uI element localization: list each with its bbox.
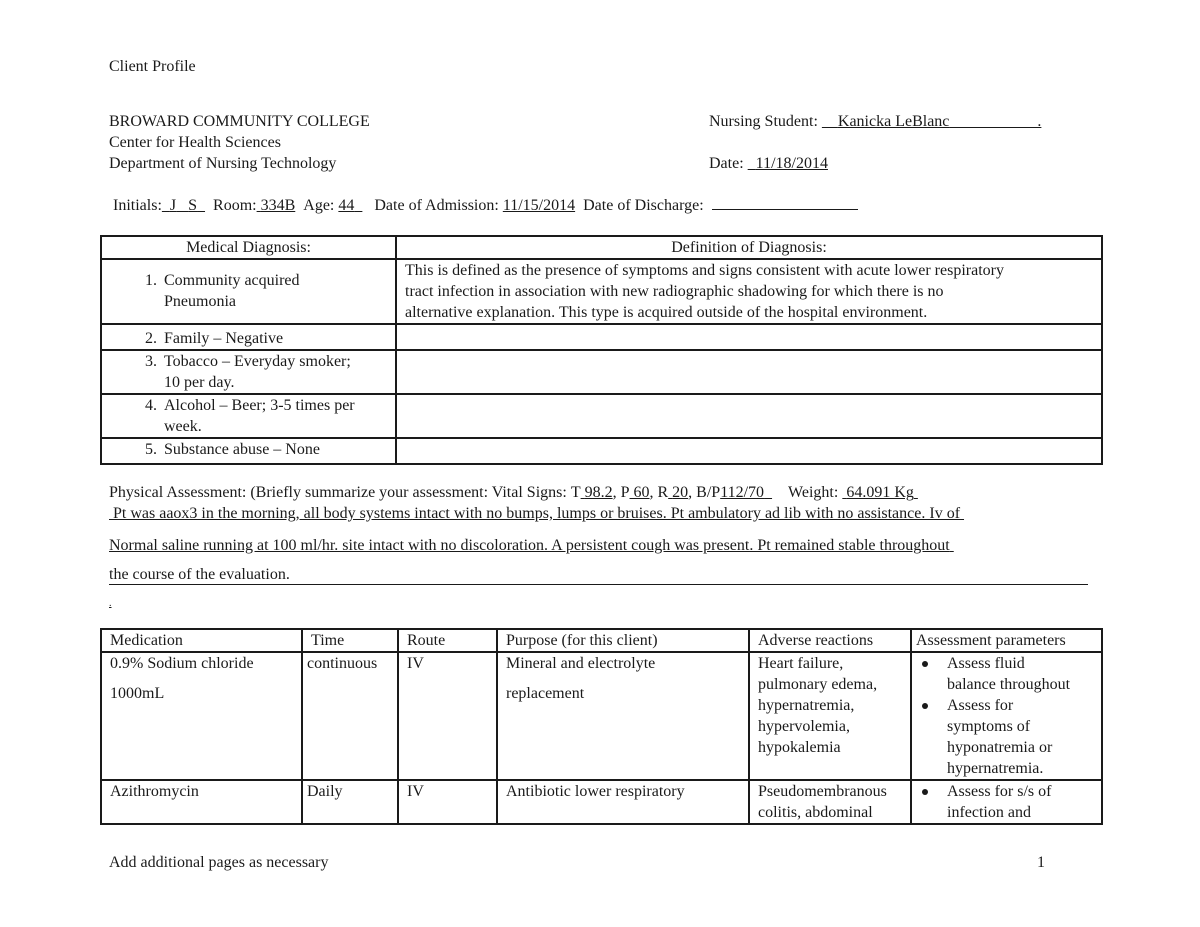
college-name: BROWARD COMMUNITY COLLEGE xyxy=(109,113,370,130)
diagnosis-number: 3. xyxy=(145,353,157,370)
assessment-intro: Physical Assessment: (Briefly summarize your assessment: Vital Signs: xyxy=(109,484,567,501)
pulse-value[interactable]: 60 xyxy=(633,484,650,501)
temp-label: T xyxy=(570,484,581,501)
assessment-line[interactable]: Pt was aaox3 in the morning, all body systems intact with no bumps, lumps or bruises. Pt ambulatory ad lib with no assistance. Iv of xyxy=(113,505,961,522)
medical-diagnosis-header: Medical Diagnosis: xyxy=(101,236,396,259)
diagnosis-number: 4. xyxy=(145,397,157,414)
assessment-line[interactable]: Normal saline running at 100 ml/hr. site intact with no discoloration. A persistent cough was present. Pt remained stable throughout xyxy=(109,537,950,554)
date-label: Date: xyxy=(709,155,744,172)
diagnosis-table xyxy=(100,235,1103,465)
room-value[interactable]: 334B xyxy=(260,197,296,214)
resp-label: R xyxy=(657,484,669,501)
initials-label: Initials: xyxy=(113,197,162,214)
purpose-header: Purpose (for this client) xyxy=(497,629,749,652)
nursing-student-label: Nursing Student: xyxy=(709,113,818,130)
purpose-cell[interactable]: Mineral and electrolyte replacement xyxy=(497,652,749,780)
page-number: 1 xyxy=(1037,854,1045,871)
age-value[interactable]: 44 xyxy=(338,197,355,214)
route-cell[interactable]: IV xyxy=(398,780,497,824)
diagnosis-number: 5. xyxy=(145,441,157,458)
nursing-student-value[interactable]: Kanicka LeBlanc . xyxy=(837,113,1042,130)
medication-row xyxy=(101,652,1102,780)
diagnosis-number: 1. xyxy=(145,272,157,289)
initials-value[interactable]: J S xyxy=(169,197,198,214)
definition-cell[interactable] xyxy=(396,438,1102,464)
page-title: Client Profile xyxy=(109,58,196,75)
list-item: Assess fluid balance throughout xyxy=(920,653,1093,695)
diagnosis-line: Tobacco – Everyday smoker; xyxy=(164,353,351,370)
definition-cell[interactable] xyxy=(396,394,1102,438)
medication-table xyxy=(100,628,1103,825)
footer-note: Add additional pages as necessary xyxy=(109,854,329,871)
diagnosis-cell[interactable] xyxy=(101,324,396,350)
time-cell[interactable]: continuous xyxy=(302,652,398,780)
medication-row xyxy=(101,780,1102,824)
discharge-label: Date of Discharge: xyxy=(583,197,704,214)
time-header: Time xyxy=(302,629,398,652)
stray-mark: . xyxy=(109,598,112,609)
purpose-cell[interactable]: Antibiotic lower respiratory xyxy=(497,780,749,824)
route-cell[interactable]: IV xyxy=(398,652,497,780)
weight-value[interactable]: 64.091 Kg xyxy=(846,484,914,501)
assessment-params-header: Assessment parameters xyxy=(911,629,1102,652)
definition-header: Definition of Diagnosis: xyxy=(396,236,1102,259)
weight-label: Weight: xyxy=(788,484,839,501)
age-label: Age: xyxy=(303,197,335,214)
department-name: Department of Nursing Technology xyxy=(109,155,337,172)
diagnosis-row xyxy=(101,259,1102,324)
adverse-cell[interactable]: Heart failure, pulmonary edema, hypernatremia, hypervolemia, hypokalemia xyxy=(749,652,911,780)
assessment-params-cell[interactable] xyxy=(911,652,1102,780)
list-item: Assess for s/s of infection and xyxy=(920,781,1093,823)
center-name: Center for Health Sciences xyxy=(109,134,281,151)
resp-value[interactable]: 20 xyxy=(672,484,689,501)
diagnosis-line: Alcohol – Beer; 3-5 times per xyxy=(164,397,355,414)
adverse-cell[interactable]: Pseudomembranous colitis, abdominal xyxy=(749,780,911,824)
bp-label: B/P xyxy=(696,484,721,501)
list-item: Assess for symptoms of hyponatremia or hypernatremia. xyxy=(920,695,1093,779)
medication-cell[interactable]: Azithromycin xyxy=(101,780,302,824)
diagnosis-cell[interactable] xyxy=(101,394,396,438)
diagnosis-number: 2. xyxy=(145,330,157,347)
date-value[interactable]: 11/18/2014 xyxy=(755,155,828,172)
definition-cell[interactable] xyxy=(396,350,1102,394)
diagnosis-row xyxy=(101,350,1102,394)
date-field xyxy=(709,153,828,174)
definition-cell[interactable] xyxy=(396,259,1102,324)
admission-label: Date of Admission: xyxy=(374,197,499,214)
diagnosis-line: Pneumonia xyxy=(164,293,236,310)
definition-line: tract infection in association with new radiographic shadowing for which there is no xyxy=(405,283,944,300)
pulse-label: P xyxy=(620,484,630,501)
bp-value[interactable]: 112/70 xyxy=(720,484,765,501)
definition-cell[interactable] xyxy=(396,324,1102,350)
medication-header-row xyxy=(101,629,1102,652)
temp-value[interactable]: 98.2 xyxy=(584,484,613,501)
assessment-line[interactable]: the course of the evaluation. xyxy=(109,566,1088,585)
route-header: Route xyxy=(398,629,497,652)
diagnosis-row xyxy=(101,438,1102,464)
adverse-header: Adverse reactions xyxy=(749,629,911,652)
diagnosis-cell[interactable] xyxy=(101,438,396,464)
definition-line: This is defined as the presence of symptoms and signs consistent with acute lower respiratory xyxy=(405,262,1004,279)
admission-value[interactable]: 11/15/2014 xyxy=(502,197,576,214)
time-cell[interactable]: Daily xyxy=(302,780,398,824)
diagnosis-cell[interactable] xyxy=(101,259,396,324)
params-list xyxy=(920,653,1093,779)
diagnosis-header-row xyxy=(101,236,1102,259)
diagnosis-line: Community acquired xyxy=(164,272,300,289)
physical-assessment-heading: Physical Assessment: (Briefly summarize your assessment: Vital Signs: T 98.2, P 60, R 20, B/P112/70 Weight: 64.091 Kg xyxy=(109,482,918,503)
diagnosis-line: 10 per day. xyxy=(164,374,235,391)
diagnosis-cell[interactable] xyxy=(101,350,396,394)
definition-line: alternative explanation. This type is acquired outside of the hospital environment. xyxy=(405,304,928,321)
diagnosis-row xyxy=(101,394,1102,438)
diagnosis-row xyxy=(101,324,1102,350)
diagnosis-line: week. xyxy=(164,418,202,435)
diagnosis-line: Family – Negative xyxy=(164,330,284,347)
medication-header: Medication xyxy=(101,629,302,652)
discharge-value[interactable] xyxy=(712,194,858,210)
diagnosis-line: Substance abuse – None xyxy=(164,441,320,458)
assessment-params-cell[interactable] xyxy=(911,780,1102,824)
medication-cell[interactable]: 0.9% Sodium chloride 1000mL xyxy=(101,652,302,780)
nursing-student-field xyxy=(709,111,1041,132)
room-label: Room: xyxy=(213,197,257,214)
params-list xyxy=(920,781,1093,823)
client-info-line xyxy=(113,194,858,216)
